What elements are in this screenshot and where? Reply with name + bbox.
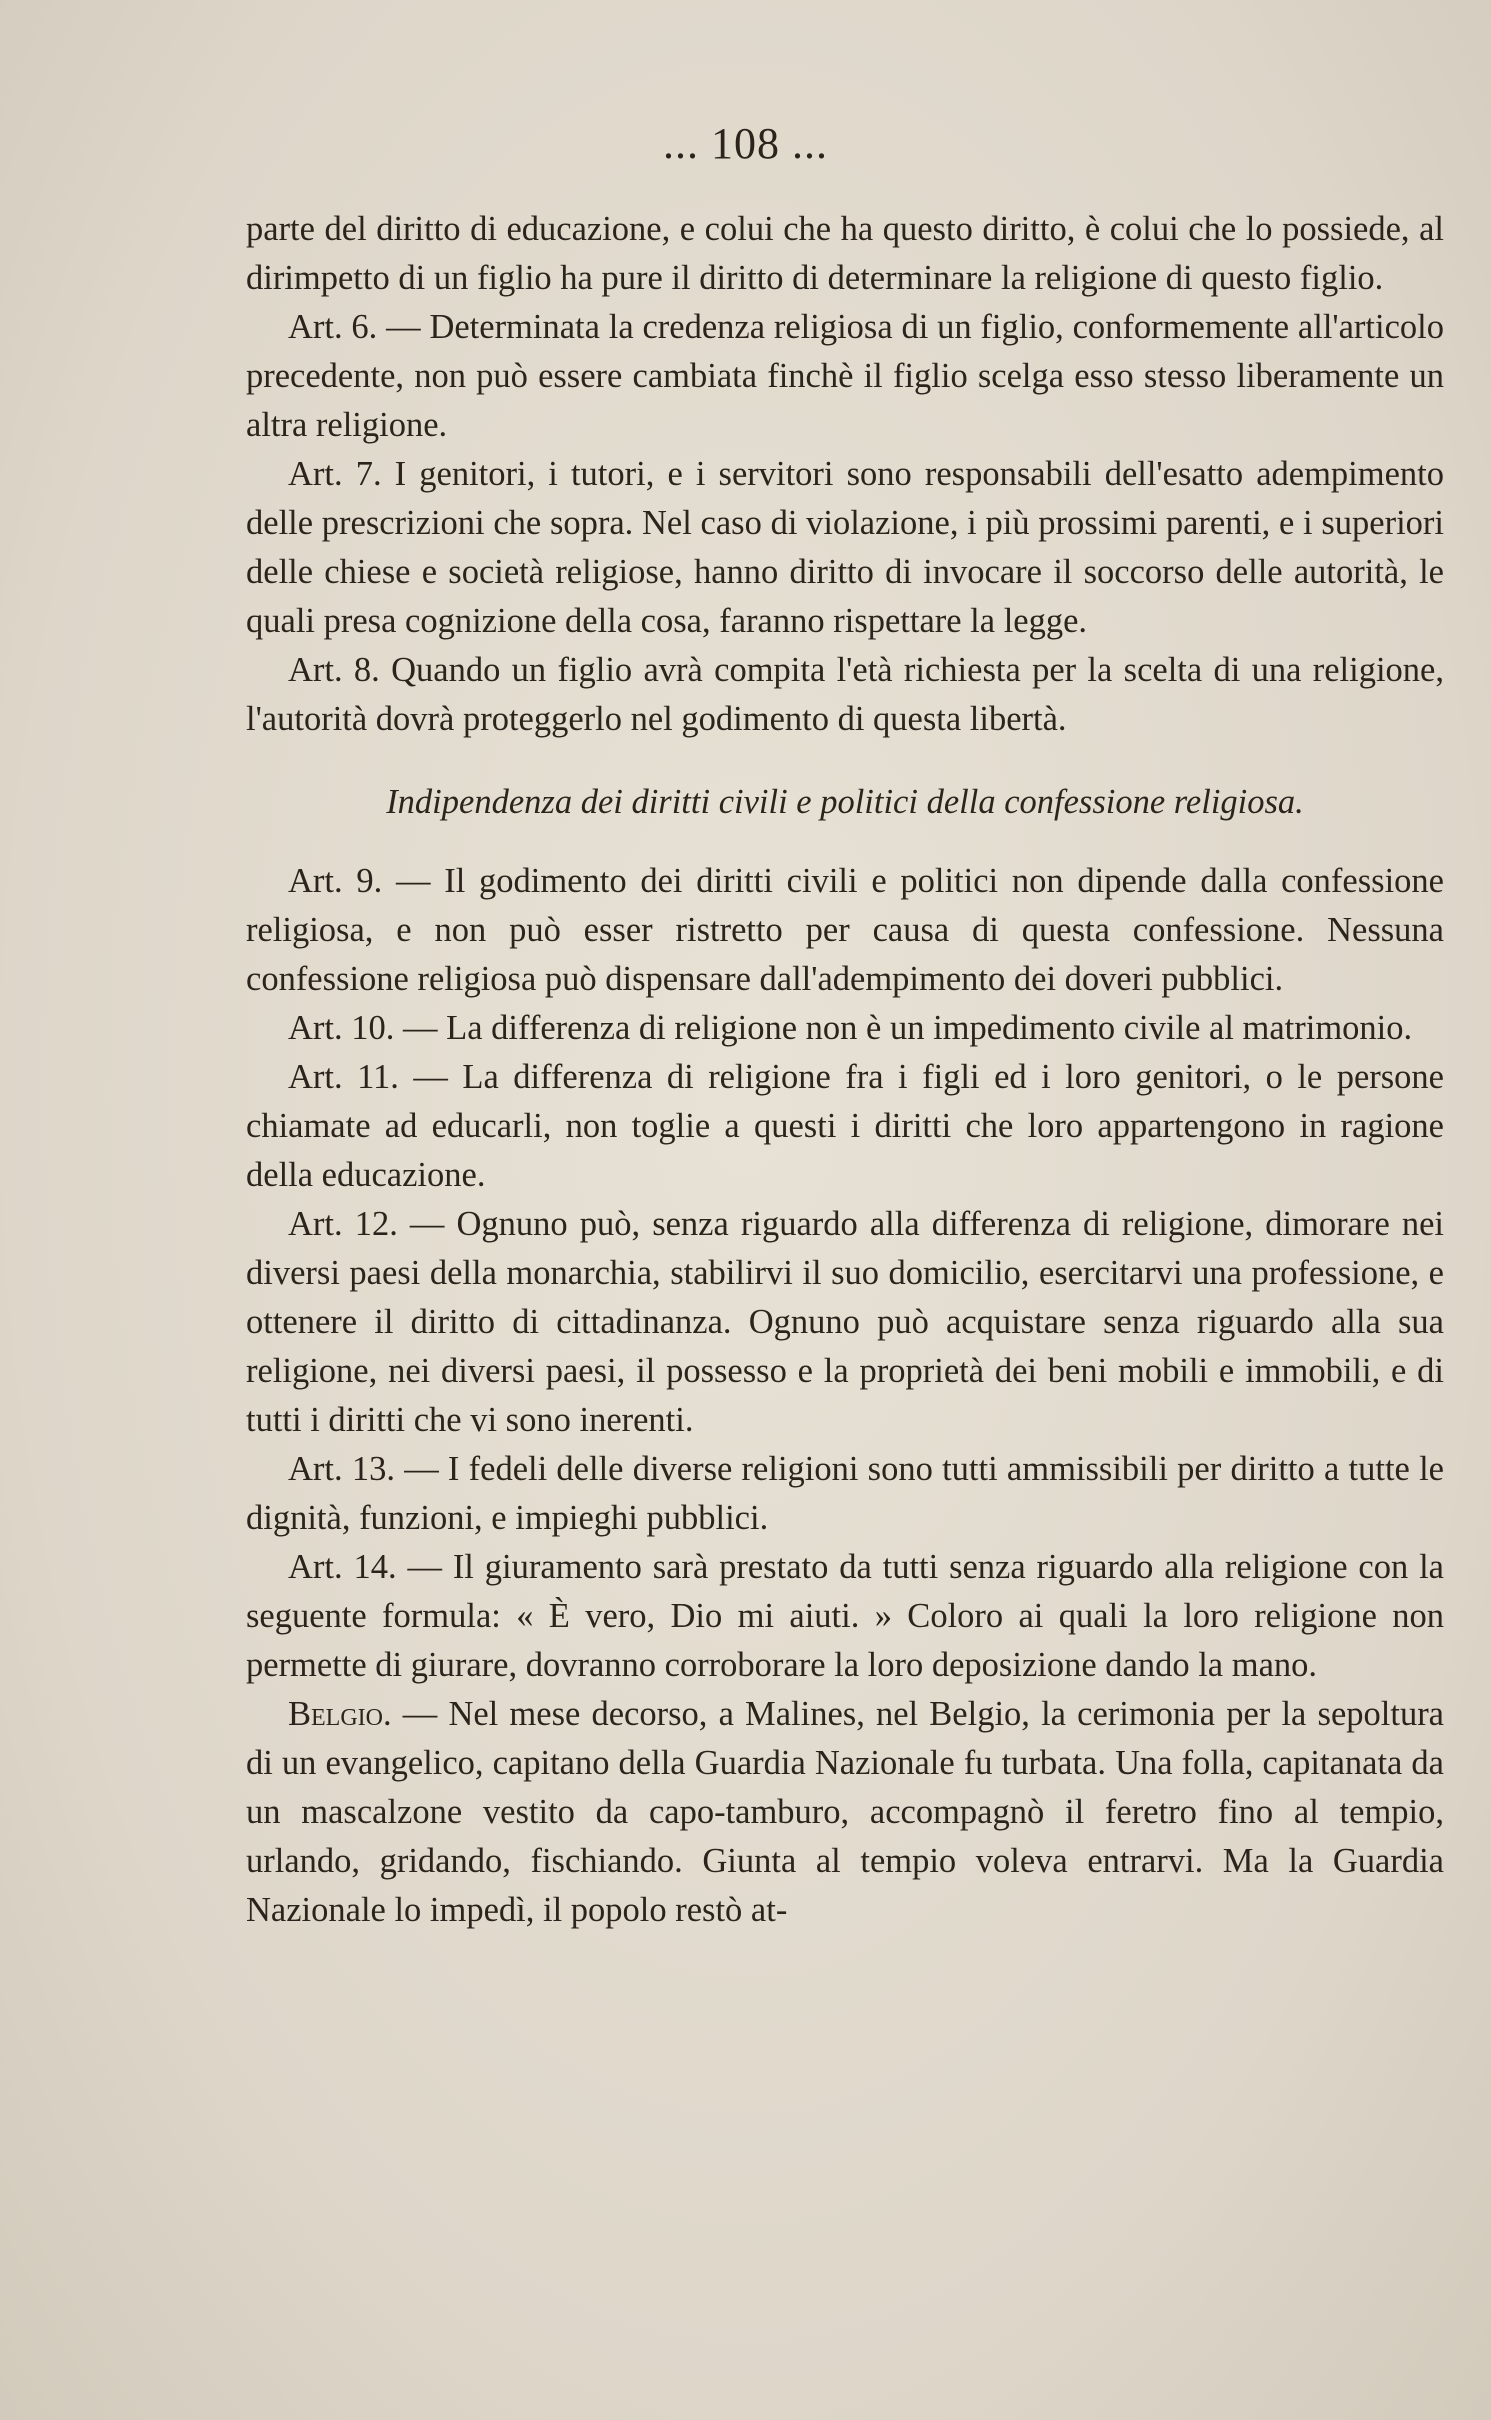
section-heading: Indipendenza dei diritti civili e politici della confessione religiosa. — [386, 783, 1304, 821]
article-10: Art. 10. — La differenza di religione non è un impedimento civile al matrimonio. — [288, 1009, 1413, 1047]
article-14: Art. 14. — Il giuramento sarà prestato da tutti senza riguardo alla religione con la seguente formula: « È vero, Dio mi aiuti. » Coloro ai quali la loro religione non permette di giurare, dovranno corroborare la loro deposizione dando la mano. — [246, 1548, 1444, 1684]
article-13: Art. 13. — I fedeli delle diverse religioni sono tutti ammissibili per diritto a tutte le dignità, funzioni, e impieghi pubblici. — [246, 1450, 1444, 1537]
belgio-label: Belgio. — [288, 1695, 392, 1733]
page-number: ... 108 ... — [663, 119, 828, 168]
article-9: Art. 9. — Il godimento dei diritti civili e politici non dipende dalla confessione religiosa, e non può esser ristretto per causa di questa confessione. Nessuna confessione religiosa può dispensare dall'adempimento dei doveri pubblici. — [246, 862, 1444, 998]
article-7: Art. 7. I genitori, i tutori, e i servitori sono responsabili dell'esatto adempimento delle prescrizioni che sopra. Nel caso di violazione, i più prossimi parenti, e i superiori delle chiese e società religiose, hanno diritto di invocare il soccorso delle autorità, le quali presa cognizione della cosa, faranno rispettare la legge. — [246, 455, 1444, 640]
belgio-paragraph — [246, 1690, 1444, 1935]
body-text — [246, 205, 1444, 1935]
belgio-text: — Nel mese decorso, a Malines, nel Belgio, la cerimonia per la sepoltura di un evangelico, capitano della Guardia Nazionale fu turbata. Una folla, capitanata da un mascalzone vestito da capo-tamburo, accompagnò il feretro fino al tempio, urlando, gridando, fischiando. Giunta al tempio voleva entrarvi. Ma la Guardia Nazionale lo impedì, il popolo restò at- — [246, 1695, 1444, 1929]
article-8: Art. 8. Quando un figlio avrà compita l'età richiesta per la scelta di una religione, l'autorità dovrà proteggerlo nel godimento di questa libertà. — [246, 651, 1444, 738]
article-12: Art. 12. — Ognuno può, senza riguardo alla differenza di religione, dimorare nei diversi paesi della monarchia, stabilirvi il suo domicilio, esercitarvi una professione, e ottenere il diritto di cittadinanza. Ognuno può acquistare senza riguardo alla sua religione, nei diversi paesi, il possesso e la proprietà dei beni mobili e immobili, e di tutti i diritti che vi sono inerenti. — [246, 1205, 1444, 1439]
article-6: Art. 6. — Determinata la credenza religiosa di un figlio, conformemente all'articolo precedente, non può essere cambiata finchè il figlio scelga esso stesso liberamente un altra religione. — [246, 308, 1444, 444]
paragraph-continuation: parte del diritto di educazione, e colui che ha questo diritto, è colui che lo possiede, al dirimpetto di un figlio ha pure il diritto di determinare la religione di questo figlio. — [246, 210, 1444, 297]
article-11: Art. 11. — La differenza di religione fra i figli ed i loro genitori, o le persone chiamate ad educarli, non toglie a questi i diritti che loro appartengono in ragione della educazione. — [246, 1058, 1444, 1194]
